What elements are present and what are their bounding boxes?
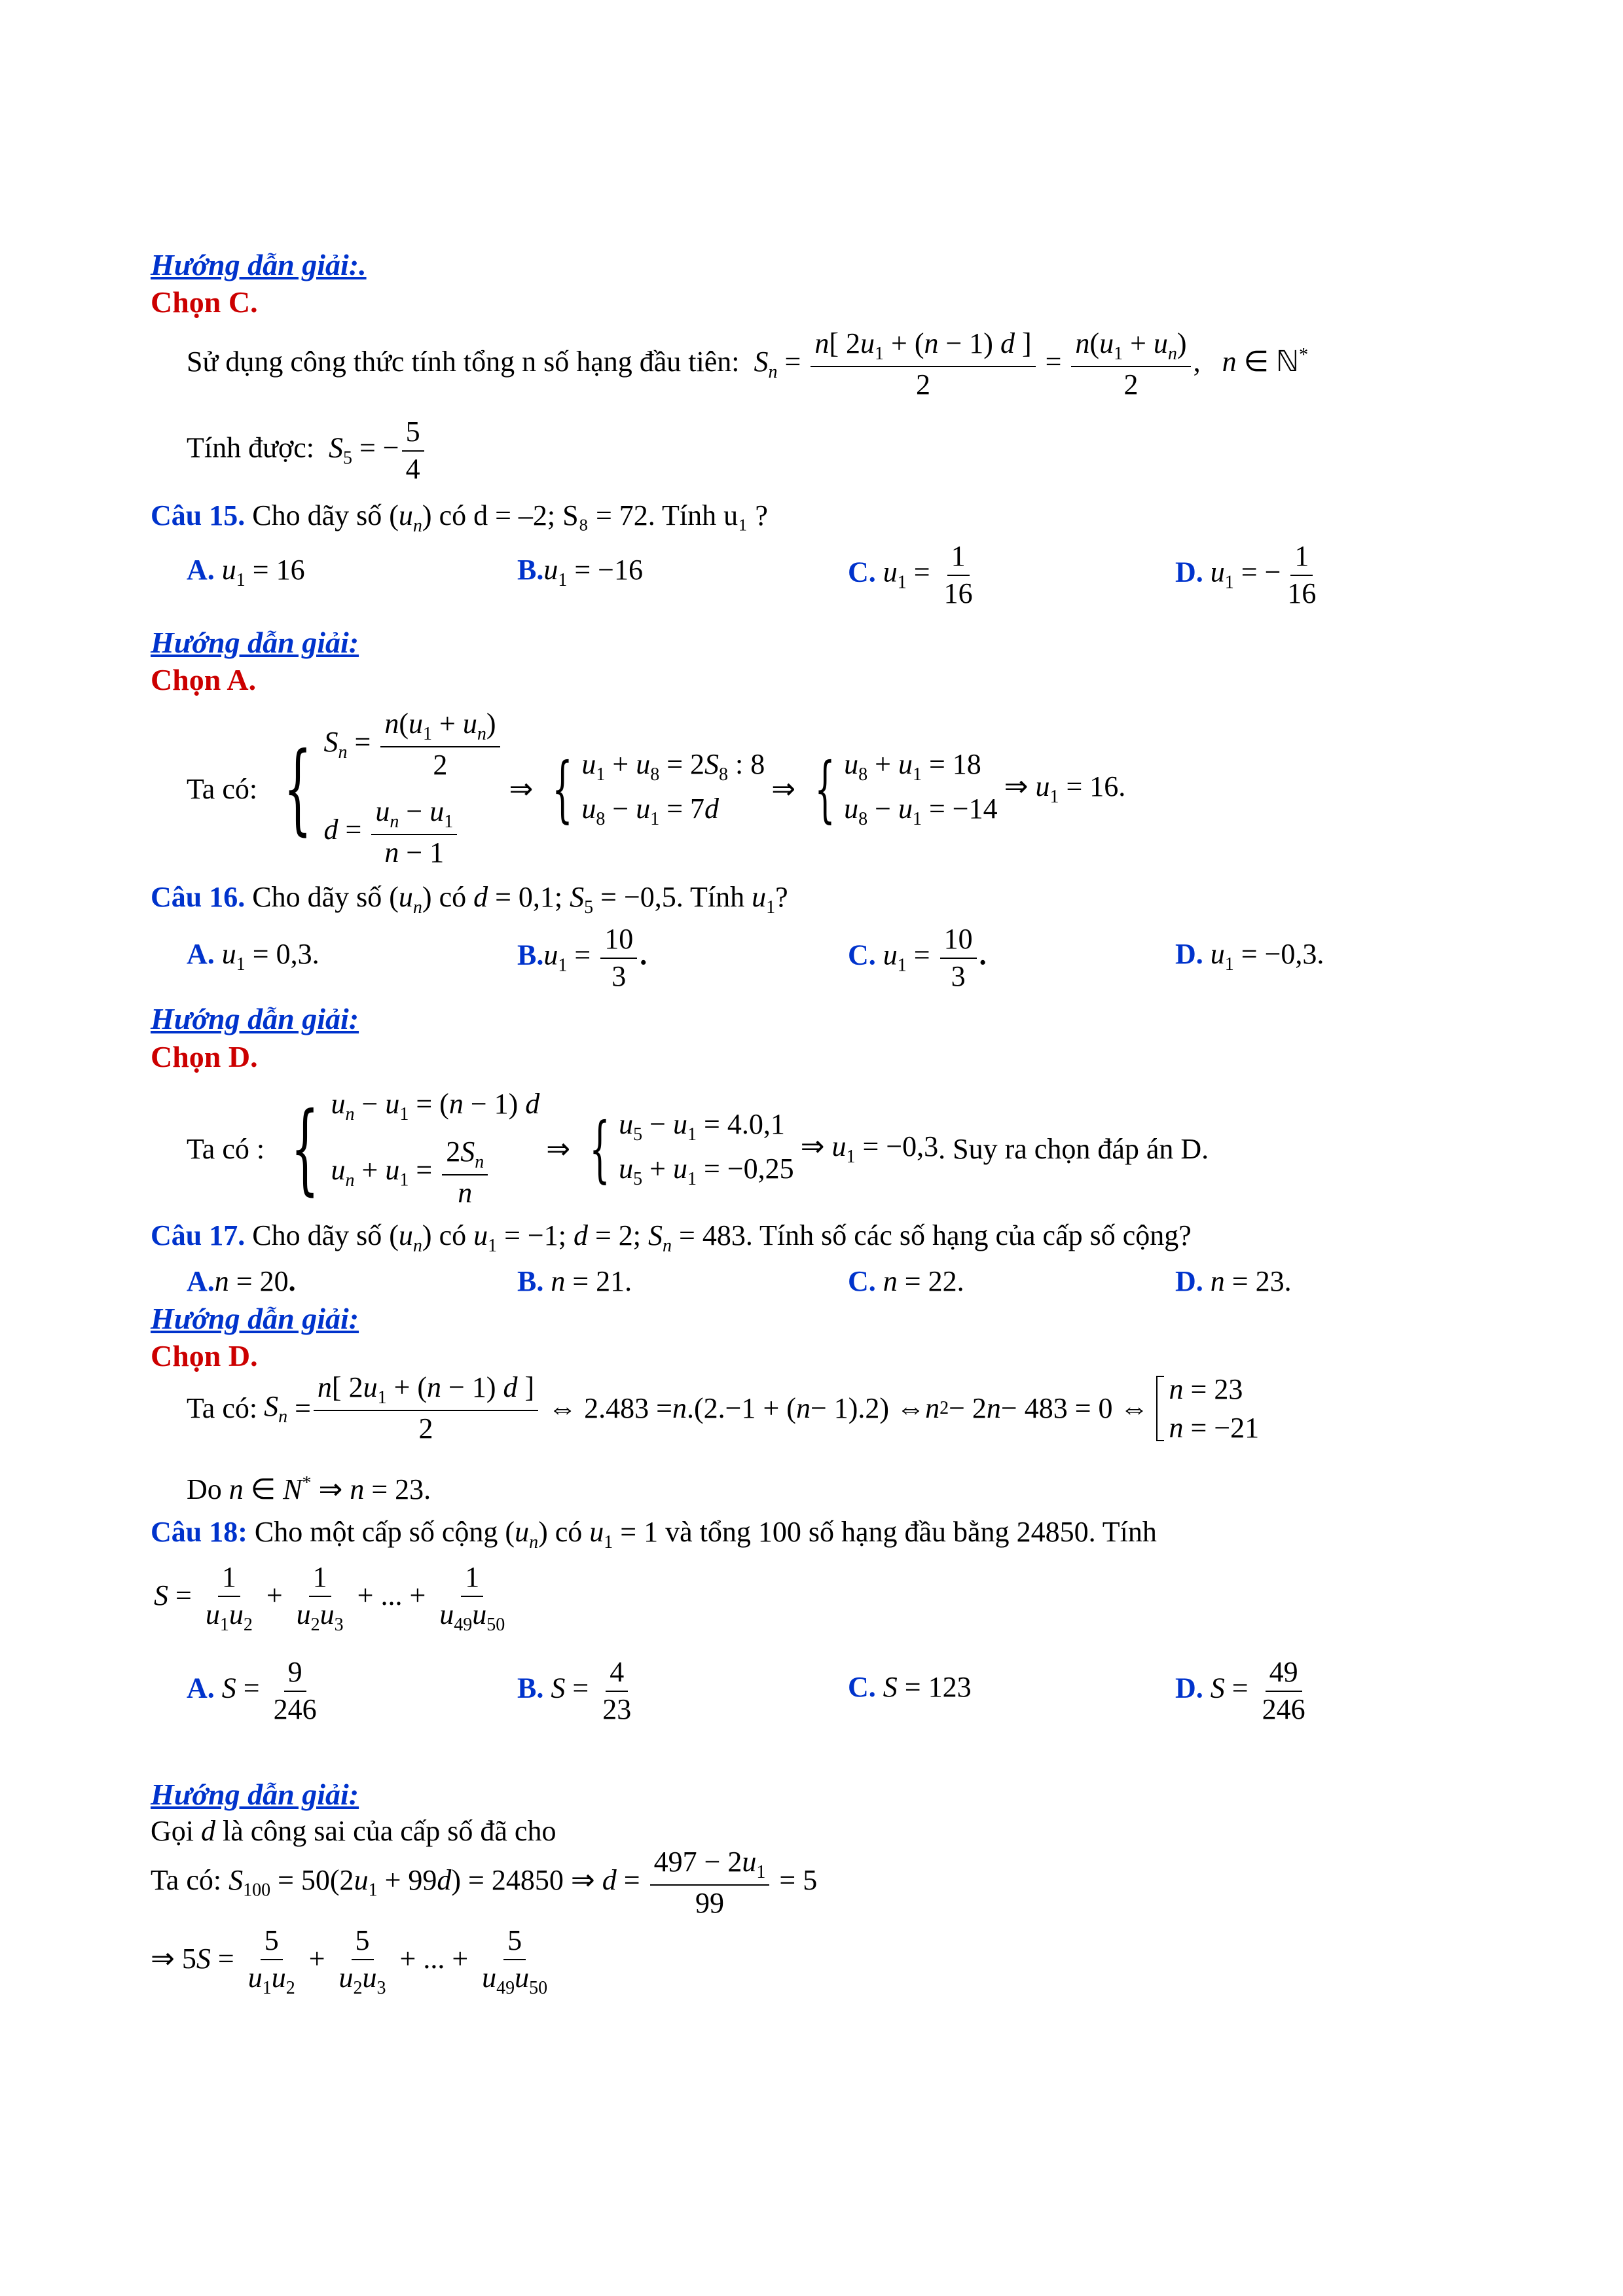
- result-line: Tính được: $S_5$ = − $\frac{5}{4}$: [187, 416, 427, 486]
- solution-heading: Hướng dẫn giải:: [151, 1778, 359, 1811]
- q18-sum-expression: S = $\frac{1}{u_1u_2}$ + $\frac{1}{u_2u_3}$ + ... + $\frac{1}{u_{49}u_{50}}$: [154, 1561, 505, 1635]
- q17-solution-line: Ta có: $S_n$ = $\frac{n[ 2u_1 + (n - 1) d ]}{2}$ ⇔ 2.483 = n .(2.−1 + ( n − 1).2) ⇔ n 2 − 2 n − 483 = 0 ⇔ n = 23 n = −21: [187, 1371, 1260, 1444]
- answer-choice: Chọn D.: [151, 1339, 258, 1372]
- q18-option-b: B. S = $\frac{4}{23}$: [517, 1656, 632, 1725]
- q18-solution-intro: Gọi d là công sai của cấp số đã cho: [151, 1815, 556, 1847]
- q16-option-b: $B.u_1$ = $\frac{10}{3}$ .: [517, 923, 647, 992]
- q17-option-d: D. n = 23.: [1175, 1265, 1292, 1297]
- solution-heading: Hướng dẫn giải:: [151, 626, 359, 659]
- answer-choice: Chọn C.: [151, 285, 258, 319]
- solution-heading: Hướng dẫn giải:: [151, 1302, 359, 1335]
- q17-option-b: B. n = 21.: [517, 1265, 632, 1297]
- q16-solution-system: Ta có : { $u_n - u_1 = (n - 1)$ d $u_n + u_1$ = $\frac{2S_n}{n}$ ⇒ { $u_5 - u_1 = 4.0,1$ $u_5 + u_1 = -0,25$ ⇒ $u_1 = -0,3$ . Suy ra chọn đáp án D.: [187, 1088, 1209, 1210]
- answer-choice: Chọn A.: [151, 663, 257, 696]
- q17-conclusion: Do n ∈ N* ⇒ n = 23.: [187, 1473, 431, 1505]
- question-15: Câu 15. Cho dãy số $(u_n)$ có d = –2; S₈ = 72. Tính u₁ ?: [151, 499, 768, 536]
- question-17: Câu 17. Cho dãy số $(u_n)$ có $u_1 = -1$; d = 2; $S_n = 483$. Tính số các số hạng của cấp số cộng?: [151, 1219, 1192, 1256]
- solution-heading: Hướng dẫn giải:.: [151, 248, 367, 281]
- question-18: Câu 18: Cho một cấp số cộng $(u_n)$ có $u_1 = 1$ và tổng 100 số hạng đầu bằng 24850. Tính: [151, 1516, 1157, 1552]
- q15-option-d: D. $u_1$ = − $\frac{1}{16}$: [1175, 540, 1317, 609]
- answer-choice: Chọn D.: [151, 1040, 258, 1073]
- q18-option-d: D. S = $\frac{49}{246}$: [1175, 1656, 1305, 1725]
- q16-option-a: A. $u_1 = 0,3$.: [187, 938, 319, 975]
- q16-option-d: D. $u_1 = -0,3$.: [1175, 938, 1324, 975]
- q15-option-c: C. $u_1$ = $\frac{1}{16}$: [848, 540, 973, 609]
- q17-option-c: C. n = 22.: [848, 1265, 964, 1297]
- solution-heading: Hướng dẫn giải:: [151, 1002, 359, 1035]
- q15-option-b: $B.u_1 = -16$: [517, 554, 643, 590]
- q18-solution-step1: Ta có: $S_{100} = 50(2u_1 + 99d) = 24850$ ⇒ d = $\frac{497 - 2u_1}{99}$ = 5: [151, 1846, 818, 1919]
- q15-option-a: A. $u_1 = 16$: [187, 554, 305, 590]
- formula-line: Sử dụng công thức tính tổng n số hạng đầu tiên: $S_n$ = $\frac{n[ 2u_1 + (n - 1) d ]}{2}$ = $\frac{n(u_1 + u_n)}{2}$ , n ∈ ℕ*: [187, 327, 1309, 401]
- q16-option-c: C. $u_1$ = $\frac{10}{3}$ .: [848, 923, 987, 992]
- q18-solution-step2: ⇒ 5S = $\frac{5}{u_1u_2}$ + $\frac{5}{u_2u_3}$ + ... + $\frac{5}{u_{49}u_{50}}$: [151, 1924, 548, 1998]
- q15-solution-system: Ta có: { $S_n$ = $\frac{n(u_1 + u_n)}{2}$ d = $\frac{u_n - u_1}{n - 1}$ ⇒ { $u_1 + u_8 = 2S_8$ : 8 $u_8 - u_1 = 7d$ ⇒ { $u_8 + u_1 = 18$ $u_8 - u_1 = -14$ ⇒ $u_1 = 16$.: [187, 708, 1126, 869]
- question-16: Câu 16. Cho dãy số $(u_n)$ có d = 0,1; $S_5 = -0,5$. Tính $u_1$?: [151, 881, 788, 918]
- q17-option-a: A.n = 20.: [187, 1265, 296, 1297]
- q18-option-a: A. S = $\frac{9}{246}$: [187, 1656, 317, 1725]
- q18-option-c: C. S = 123: [848, 1671, 972, 1703]
